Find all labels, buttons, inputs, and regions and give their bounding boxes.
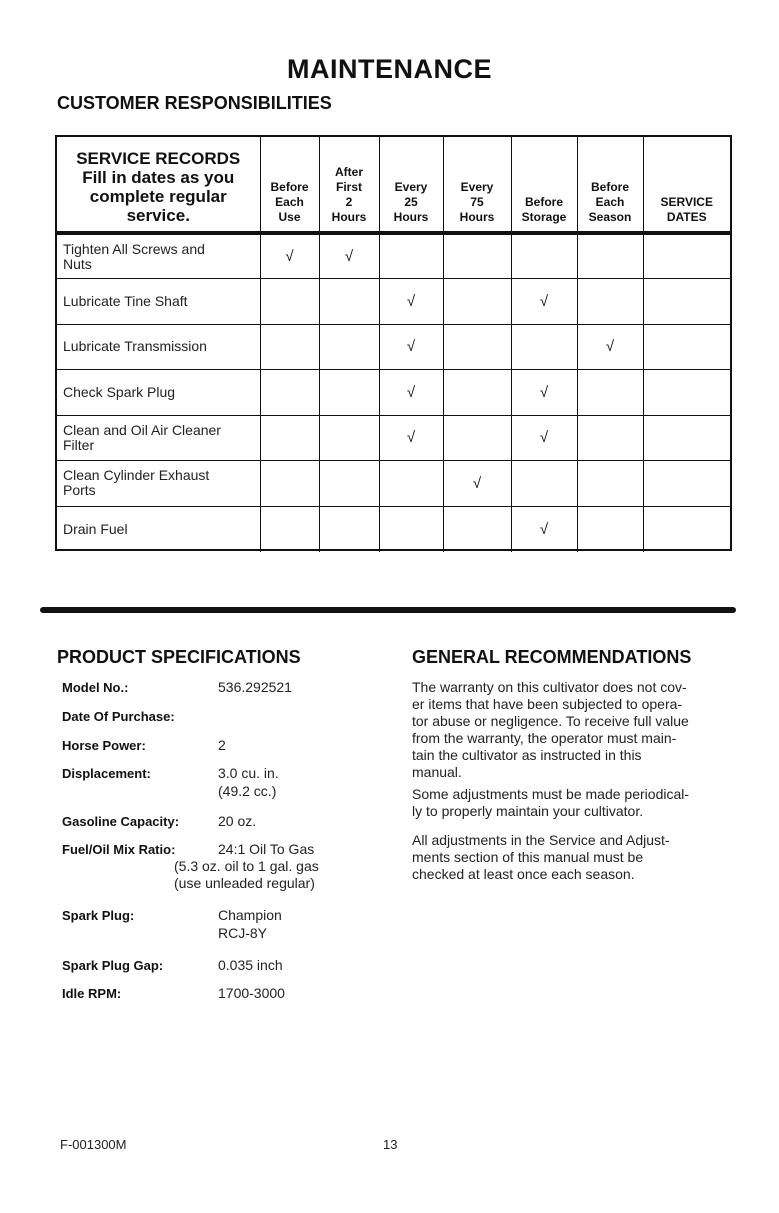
page-title: MAINTENANCE bbox=[287, 54, 492, 84]
mix-ratio-note: (use unleaded regular) bbox=[174, 875, 315, 891]
column-header: Before Each Use bbox=[260, 137, 319, 233]
model-label: Model No.: bbox=[62, 680, 129, 695]
purchase-date-label: Date Of Purchase: bbox=[62, 709, 175, 724]
table-row bbox=[57, 233, 730, 279]
schedule-cell bbox=[319, 415, 379, 461]
checkmark-icon: √ bbox=[406, 429, 416, 447]
table-header-row bbox=[57, 137, 730, 233]
page-number: 13 bbox=[383, 1137, 398, 1152]
column-header: Every 25 Hours bbox=[379, 137, 443, 233]
mix-ratio-label: Fuel/Oil Mix Ratio: bbox=[62, 842, 176, 857]
schedule-cell bbox=[511, 279, 577, 325]
column-header: After First 2 Hours bbox=[319, 137, 379, 233]
table-row bbox=[57, 370, 730, 416]
checkmark-icon: √ bbox=[539, 383, 549, 401]
idle-rpm-label: Idle RPM: bbox=[62, 986, 122, 1001]
schedule-cell bbox=[443, 279, 511, 325]
displacement-value: 3.0 cu. in. bbox=[218, 765, 279, 781]
spark-plug-brand: Champion bbox=[218, 907, 282, 923]
mix-ratio-value: 24:1 Oil To Gas bbox=[218, 841, 315, 857]
schedule-cell bbox=[379, 461, 443, 507]
schedule-cell bbox=[643, 506, 730, 552]
spark-plug-model: RCJ-8Y bbox=[218, 925, 268, 941]
table-row bbox=[57, 506, 730, 552]
schedule-cell bbox=[443, 506, 511, 552]
checkmark-icon: √ bbox=[344, 248, 354, 265]
schedule-cell bbox=[319, 461, 379, 507]
displacement-label: Displacement: bbox=[62, 766, 151, 781]
schedule-cell bbox=[643, 324, 730, 370]
schedule-cell bbox=[511, 324, 577, 370]
document-code: F-001300M bbox=[60, 1137, 127, 1152]
general-recommendations-heading: GENERAL RECOMMENDATIONS bbox=[412, 647, 692, 667]
task-name: Lubricate Transmission bbox=[57, 324, 260, 370]
schedule-cell bbox=[577, 279, 643, 325]
checkmark-icon: √ bbox=[539, 429, 549, 447]
schedule-cell bbox=[260, 370, 319, 416]
section-divider bbox=[40, 607, 736, 613]
task-name: Clean and Oil Air Cleaner Filter bbox=[57, 415, 260, 461]
task-name: Check Spark Plug bbox=[57, 370, 260, 416]
spark-plug-label: Spark Plug: bbox=[62, 908, 135, 923]
schedule-cell bbox=[379, 279, 443, 325]
schedule-cell bbox=[443, 415, 511, 461]
recommendation-paragraph-2: Some adjustments must be made periodical- ly to properly maintain your cultivator. bbox=[412, 786, 690, 819]
table-row bbox=[57, 279, 730, 325]
schedule-cell bbox=[577, 415, 643, 461]
spark-plug-gap-label: Spark Plug Gap: bbox=[62, 958, 164, 973]
schedule-cell bbox=[319, 324, 379, 370]
schedule-cell bbox=[643, 279, 730, 325]
checkmark-icon: √ bbox=[406, 338, 416, 356]
schedule-cell bbox=[319, 233, 379, 279]
schedule-cell bbox=[260, 324, 319, 370]
column-header: SERVICE DATES bbox=[643, 137, 730, 233]
schedule-cell bbox=[379, 233, 443, 279]
schedule-cell bbox=[643, 233, 730, 279]
spark-plug-gap-value: 0.035 inch bbox=[218, 957, 283, 973]
horse-power-value: 2 bbox=[218, 737, 226, 753]
schedule-cell bbox=[260, 506, 319, 552]
schedule-cell bbox=[511, 461, 577, 507]
schedule-cell bbox=[443, 324, 511, 370]
task-name: Lubricate Tine Shaft bbox=[57, 279, 260, 325]
column-header: Before Each Season bbox=[577, 137, 643, 233]
checkmark-icon: √ bbox=[406, 292, 416, 310]
column-header: Before Storage bbox=[511, 137, 577, 233]
idle-rpm-value: 1700-3000 bbox=[218, 985, 285, 1001]
checkmark-icon: √ bbox=[406, 383, 416, 401]
schedule-cell bbox=[577, 324, 643, 370]
model-value: 536.292521 bbox=[218, 679, 292, 695]
product-specifications-heading: PRODUCT SPECIFICATIONS bbox=[57, 647, 301, 667]
schedule-cell bbox=[379, 415, 443, 461]
task-name: Drain Fuel bbox=[57, 506, 260, 552]
schedule-cell bbox=[643, 370, 730, 416]
displacement-metric-value: (49.2 cc.) bbox=[218, 783, 277, 799]
checkmark-icon: √ bbox=[539, 292, 549, 310]
schedule-cell bbox=[577, 233, 643, 279]
schedule-cell bbox=[577, 461, 643, 507]
gasoline-capacity-value: 20 oz. bbox=[218, 813, 257, 829]
schedule-cell bbox=[577, 506, 643, 552]
schedule-cell bbox=[260, 279, 319, 325]
service-records-table bbox=[55, 135, 732, 551]
schedule-cell bbox=[643, 415, 730, 461]
column-header: Every 75 Hours bbox=[443, 137, 511, 233]
schedule-cell bbox=[511, 415, 577, 461]
table-row bbox=[57, 461, 730, 507]
recommendation-paragraph-1: The warranty on this cultivator does not cov- er items that have been subjected to opera- tor abuse or negligence. To receive full value from the warranty, the operator must main- tain the cultivator as instructed in this manual. bbox=[412, 679, 689, 780]
checkmark-icon: √ bbox=[539, 520, 549, 538]
schedule-cell bbox=[379, 324, 443, 370]
schedule-cell bbox=[511, 233, 577, 279]
table-row bbox=[57, 324, 730, 370]
schedule-cell bbox=[260, 415, 319, 461]
recommendation-paragraph-3: All adjustments in the Service and Adjust- ments section of this manual must be checked at least once each season. bbox=[412, 832, 670, 882]
checkmark-icon: √ bbox=[605, 338, 615, 356]
schedule-cell bbox=[319, 506, 379, 552]
schedule-cell bbox=[443, 370, 511, 416]
task-name: Tighten All Screws and Nuts bbox=[57, 233, 260, 279]
schedule-cell bbox=[260, 461, 319, 507]
gasoline-capacity-label: Gasoline Capacity: bbox=[62, 814, 180, 829]
section-subtitle: CUSTOMER RESPONSIBILITIES bbox=[57, 93, 332, 113]
schedule-cell bbox=[511, 370, 577, 416]
schedule-cell bbox=[443, 233, 511, 279]
horse-power-label: Horse Power: bbox=[62, 738, 146, 753]
schedule-cell bbox=[319, 370, 379, 416]
table-row bbox=[57, 415, 730, 461]
task-name: Clean Cylinder Exhaust Ports bbox=[57, 461, 260, 507]
mix-ratio-detail: (5.3 oz. oil to 1 gal. gas bbox=[174, 858, 319, 874]
schedule-cell bbox=[379, 370, 443, 416]
schedule-cell bbox=[443, 461, 511, 507]
schedule-cell bbox=[260, 233, 319, 279]
checkmark-icon: √ bbox=[285, 248, 294, 265]
schedule-cell bbox=[379, 506, 443, 552]
schedule-cell bbox=[319, 279, 379, 325]
service-records-header: SERVICE RECORDS Fill in dates as you complete regular service. bbox=[57, 137, 260, 233]
schedule-cell bbox=[643, 461, 730, 507]
schedule-cell bbox=[511, 506, 577, 552]
schedule-cell bbox=[577, 370, 643, 416]
checkmark-icon: √ bbox=[472, 474, 482, 492]
